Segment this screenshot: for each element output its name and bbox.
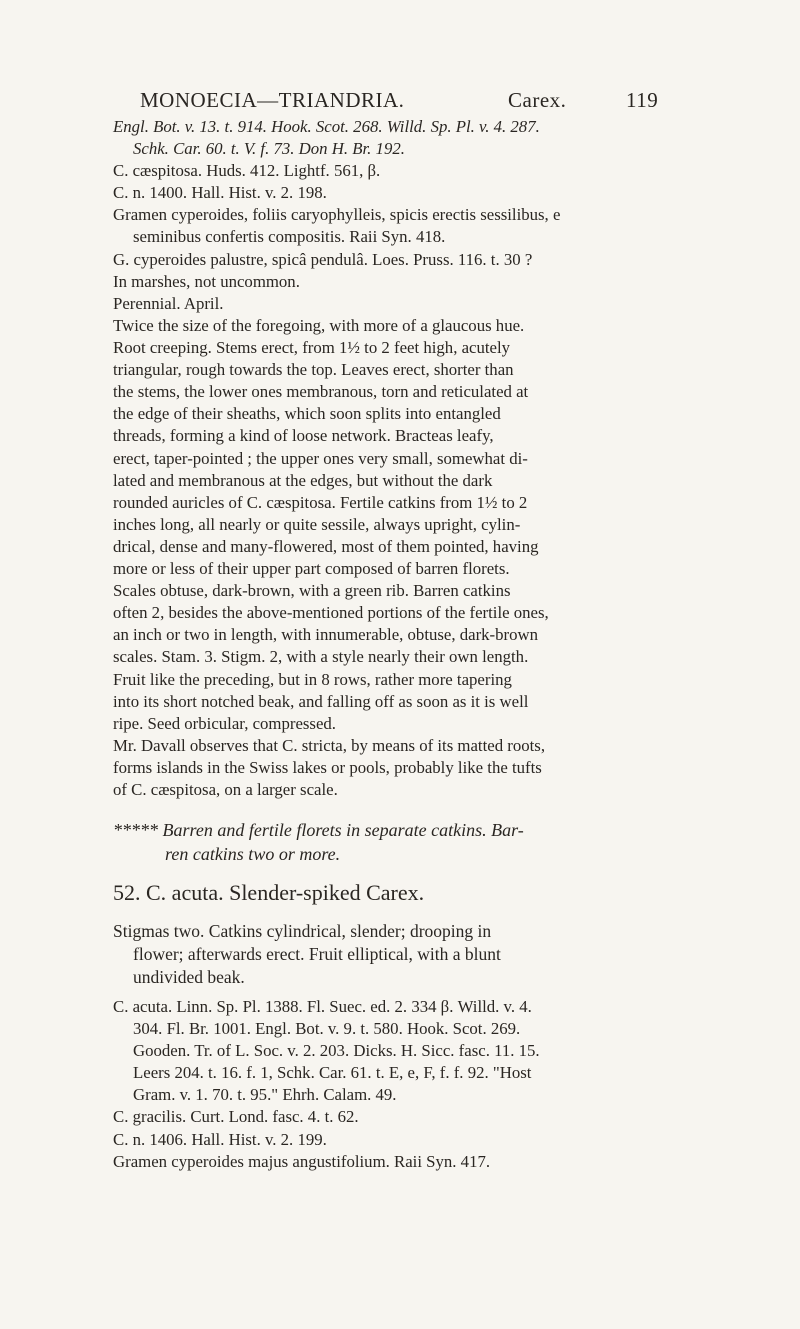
species-diagnosis bbox=[113, 920, 673, 989]
description-line: an inch or two in length, with innumerable, obtuse, dark-brown bbox=[113, 625, 539, 645]
section-heading bbox=[113, 818, 524, 866]
diagnosis-line: Stigmas two. Catkins cylindrical, slender; drooping in bbox=[113, 921, 492, 941]
synonym-line: C. acuta. Linn. Sp. Pl. 1388. Fl. Suec. ed. 2. 334 β. Willd. v. 4. bbox=[113, 997, 532, 1016]
reference-line: G. cyperoides palustre, spicâ pendulâ. Loes. Pruss. 116. t. 30 ? bbox=[113, 249, 533, 269]
description-line: inches long, all nearly or quite sessile, always upright, cylin- bbox=[113, 514, 521, 534]
diagnosis-line: flower; afterwards erect. Fruit elliptical, with a blunt bbox=[133, 944, 501, 964]
note-line: of C. cæspitosa, on a larger scale. bbox=[113, 780, 338, 800]
section-heading-line: ***** Barren and fertile florets in separate catkins. Bar- bbox=[113, 820, 524, 840]
note-line: Mr. Davall observes that C. stricta, by means of its matted roots, bbox=[113, 736, 546, 755]
genus-title: Carex. bbox=[508, 88, 567, 112]
synonym-line: Gramen cyperoides majus angustifolium. Raii Syn. 417. bbox=[113, 1151, 491, 1171]
description-line: the edge of their sheaths, which soon splits into entangled bbox=[113, 404, 501, 424]
description-line: ripe. Seed orbicular, compressed. bbox=[113, 713, 336, 733]
reference-line: Engl. Bot. v. 13. t. 914. Hook. Scot. 268. Willd. Sp. Pl. v. 4. 287. bbox=[113, 117, 540, 136]
description-line: Twice the size of the foregoing, with more of a glaucous hue. bbox=[113, 316, 525, 335]
description-block bbox=[113, 315, 673, 735]
synonymy-block bbox=[113, 996, 673, 1173]
note-line: forms islands in the Swiss lakes or pools, probably like the tufts bbox=[113, 758, 542, 778]
references-block bbox=[113, 116, 673, 315]
reference-line: C. cæspitosa. Huds. 412. Lightf. 561, β. bbox=[113, 161, 381, 181]
note-block bbox=[113, 735, 673, 801]
reference-line: Schk. Car. 60. t. V. f. 73. Don H. Br. 192. bbox=[133, 139, 405, 159]
synonym-line: Gooden. Tr. of L. Soc. v. 2. 203. Dicks. H. Sicc. fasc. 11. 15. bbox=[133, 1041, 540, 1061]
habitat-line: In marshes, not uncommon. bbox=[113, 271, 300, 291]
description-line: rounded auricles of C. cæspitosa. Fertile catkins from 1½ to 2 bbox=[113, 492, 528, 512]
description-line: erect, taper-pointed ; the upper ones very small, somewhat di- bbox=[113, 448, 528, 468]
diagnosis-line: undivided beak. bbox=[133, 967, 245, 987]
duration-line: Perennial. April. bbox=[113, 293, 224, 313]
species-heading: 52. C. acuta. Slender-spiked Carex. bbox=[113, 880, 425, 905]
description-line: threads, forming a kind of loose network. Bracteas leafy, bbox=[113, 426, 494, 446]
description-line: triangular, rough towards the top. Leaves erect, shorter than bbox=[113, 360, 514, 380]
reference-line: seminibus confertis compositis. Raii Syn. 418. bbox=[133, 227, 446, 247]
description-line: Scales obtuse, dark-brown, with a green rib. Barren catkins bbox=[113, 581, 511, 601]
synonym-line: Gram. v. 1. 70. t. 95." Ehrh. Calam. 49. bbox=[133, 1085, 397, 1105]
synonym-line: 304. Fl. Br. 1001. Engl. Bot. v. 9. t. 580. Hook. Scot. 269. bbox=[133, 1019, 521, 1039]
description-line: often 2, besides the above-mentioned portions of the fertile ones, bbox=[113, 603, 549, 623]
description-line: more or less of their upper part composed of barren florets. bbox=[113, 559, 510, 579]
synonym-line: C. gracilis. Curt. Lond. fasc. 4. t. 62. bbox=[113, 1107, 359, 1127]
reference-line: C. n. 1400. Hall. Hist. v. 2. 198. bbox=[113, 183, 327, 203]
synonym-line: Leers 204. t. 16. f. 1, Schk. Car. 61. t. E, e, F, f. f. 92. "Host bbox=[133, 1063, 532, 1083]
running-title: MONOECIA—TRIANDRIA. bbox=[140, 88, 405, 112]
synonym-line: C. n. 1406. Hall. Hist. v. 2. 199. bbox=[113, 1129, 327, 1149]
reference-line: Gramen cyperoides, foliis caryophylleis, spicis erectis sessilibus, e bbox=[113, 205, 561, 225]
description-line: scales. Stam. 3. Stigm. 2, with a style nearly their own length. bbox=[113, 647, 529, 667]
description-line: Root creeping. Stems erect, from 1½ to 2 feet high, acutely bbox=[113, 338, 511, 358]
description-line: the stems, the lower ones membranous, torn and reticulated at bbox=[113, 382, 529, 402]
description-line: lated and membranous at the edges, but without the dark bbox=[113, 470, 493, 490]
description-line: into its short notched beak, and falling off as soon as it is well bbox=[113, 691, 529, 711]
description-line: Fruit like the preceding, but in 8 rows, rather more tapering bbox=[113, 669, 512, 689]
page-number: 119 bbox=[626, 88, 659, 112]
section-heading-line: ren catkins two or more. bbox=[165, 844, 341, 864]
description-line: drical, dense and many-flowered, most of them pointed, having bbox=[113, 536, 539, 556]
